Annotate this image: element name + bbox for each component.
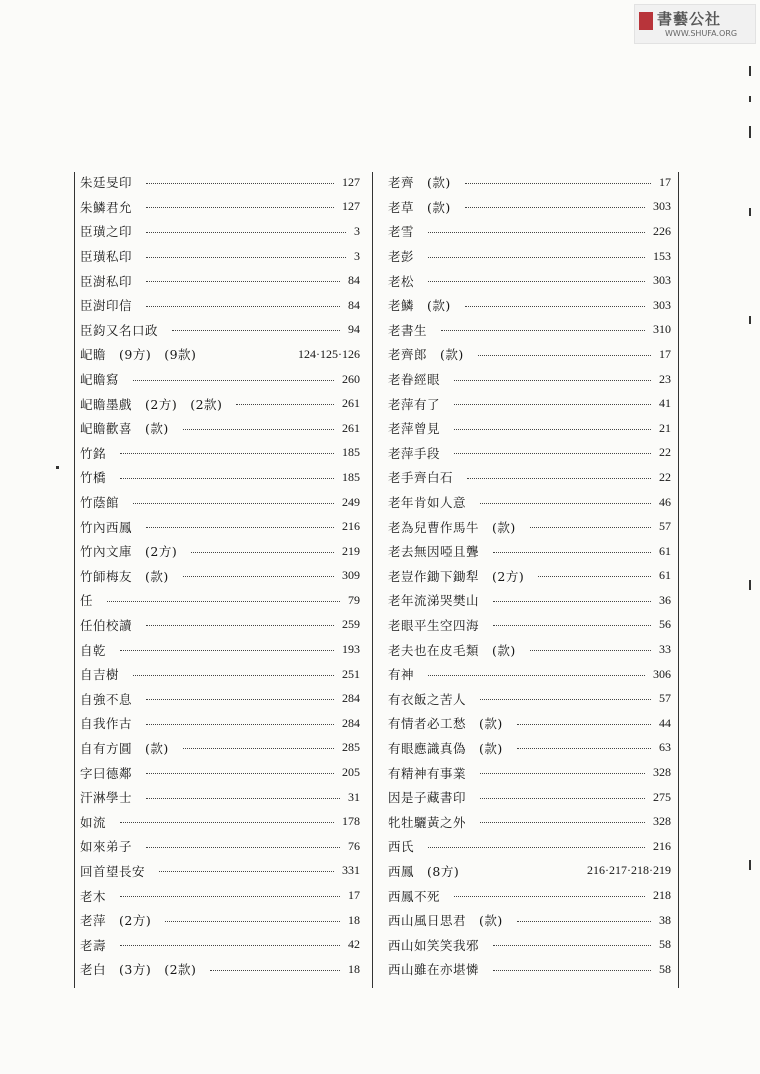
entry-page-number: 38: [659, 912, 671, 927]
index-entry: [78, 170, 360, 195]
index-entry: [386, 342, 671, 367]
entry-name: 汗淋學士: [80, 790, 133, 806]
entry-page-number: 21: [659, 420, 671, 435]
index-entry: [386, 809, 671, 834]
index-entry: [78, 465, 360, 490]
seal-icon: [639, 12, 653, 30]
entry-page-number: 216: [342, 519, 360, 534]
entry-page-number: 226: [653, 223, 671, 238]
scan-mark: [749, 66, 751, 76]
entry-page-number: 249: [342, 494, 360, 509]
entry-page-number: 261: [342, 396, 360, 411]
dot-leader: [493, 945, 651, 946]
entry-name: 老眼平生空四海: [388, 617, 480, 633]
entry-name: 臣澍印信: [80, 298, 133, 314]
dot-leader: [172, 330, 340, 331]
entry-name: 老萍有了: [388, 396, 441, 412]
dot-leader: [120, 822, 334, 823]
index-entry: [386, 932, 671, 957]
dot-leader: [454, 404, 651, 405]
entry-name: 有衣飯之苦人: [388, 691, 467, 707]
index-entry: [386, 318, 671, 343]
index-entry: [78, 268, 360, 293]
entry-page-number: 58: [659, 937, 671, 952]
entry-name: 竹橋: [80, 470, 107, 486]
index-entry: [386, 637, 671, 662]
entry-page-number: 303: [653, 297, 671, 312]
index-entry: [78, 785, 360, 810]
dot-leader: [517, 921, 651, 922]
entry-name: 任: [80, 593, 94, 609]
index-entry: [78, 342, 360, 367]
dot-leader: [146, 724, 334, 725]
dot-leader: [183, 576, 334, 577]
entry-name: 西山風日思君 (款): [388, 913, 503, 929]
entry-page-number: 260: [342, 371, 360, 386]
scan-mark: [749, 96, 751, 102]
index-entry: [78, 416, 360, 441]
dot-leader: [480, 699, 651, 700]
index-entry: [78, 883, 360, 908]
entry-page-number: 193: [342, 642, 360, 657]
index-entry: [78, 441, 360, 466]
entry-page-number: 22: [659, 445, 671, 460]
dot-leader: [146, 257, 346, 258]
dot-leader: [120, 478, 334, 479]
entry-name: 自吉樹: [80, 667, 120, 683]
index-entry: [78, 834, 360, 859]
entry-page-number: 303: [653, 199, 671, 214]
entry-page-number: 259: [342, 617, 360, 632]
entry-name: 竹蔭館: [80, 495, 120, 511]
entry-name: 有眼應識真偽 (款): [388, 740, 503, 756]
index-entry: [386, 736, 671, 761]
dot-leader: [146, 847, 340, 848]
entry-name: 西山如笑笑我邪: [388, 937, 480, 953]
dot-leader: [428, 281, 645, 282]
entry-page-number: 309: [342, 568, 360, 583]
entry-name: 西山雖在亦堪憐: [388, 962, 480, 978]
dot-leader: [480, 798, 645, 799]
entry-page-number: 285: [342, 740, 360, 755]
entry-name: 如流: [80, 814, 107, 830]
index-entry: [78, 564, 360, 589]
entry-name: 有精神有事業: [388, 765, 467, 781]
entry-name: 老白 (3方) (2款): [80, 962, 197, 978]
index-entry: [78, 760, 360, 785]
dot-leader: [493, 970, 651, 971]
entry-name: 臣璜私印: [80, 249, 133, 265]
index-entry: [78, 539, 360, 564]
index-entry: [386, 539, 671, 564]
dot-leader: [133, 503, 334, 504]
index-entry: [386, 170, 671, 195]
entry-page-number: 56: [659, 617, 671, 632]
index-entry: [78, 244, 360, 269]
entry-page-number: 23: [659, 371, 671, 386]
scan-mark: [749, 316, 751, 324]
index-entry: [386, 490, 671, 515]
scan-mark: [749, 860, 751, 870]
index-entry: [78, 219, 360, 244]
index-entry: [386, 613, 671, 638]
entry-name: 自乾: [80, 642, 107, 658]
index-entry: [386, 859, 671, 884]
entry-page-number: 42: [348, 937, 360, 952]
entry-name: 老彭: [388, 249, 415, 265]
index-entry: [78, 637, 360, 662]
entry-page-number: 18: [348, 961, 360, 976]
entry-name: 老豈作鋤下鋤犁 (2方): [388, 568, 525, 584]
entry-page-number: 306: [653, 666, 671, 681]
entry-page-number: 41: [659, 396, 671, 411]
index-entry: [386, 760, 671, 785]
index-entry: [78, 908, 360, 933]
entry-page-number: 18: [348, 912, 360, 927]
entry-name: 老書生: [388, 322, 428, 338]
index-entry: [386, 834, 671, 859]
dot-leader: [517, 748, 651, 749]
index-entry: [386, 711, 671, 736]
dot-leader: [210, 970, 340, 971]
entry-page-number: 328: [653, 765, 671, 780]
entry-name: 老鱗 (款): [388, 298, 451, 314]
entry-name: 竹師梅友 (款): [80, 568, 169, 584]
dot-leader: [538, 576, 651, 577]
dot-leader: [493, 552, 651, 553]
index-entry: [78, 391, 360, 416]
scan-mark: [749, 208, 751, 216]
index-entry: [78, 318, 360, 343]
index-entry: [386, 686, 671, 711]
dot-leader: [530, 650, 651, 651]
entry-page-number: 275: [653, 789, 671, 804]
dot-leader: [146, 232, 346, 233]
watermark-url: WWW.SHUFA.ORG: [665, 29, 738, 38]
dot-leader: [165, 921, 340, 922]
entry-name: 回首望長安: [80, 863, 146, 879]
entry-page-number: 57: [659, 691, 671, 706]
center-divider-rule: [372, 172, 373, 988]
entry-page-number: 284: [342, 715, 360, 730]
entry-page-number: 63: [659, 740, 671, 755]
index-entry: [386, 219, 671, 244]
dot-leader: [465, 207, 645, 208]
entry-name: 屺瞻歡喜 (款): [80, 421, 169, 437]
entry-page-number: 303: [653, 273, 671, 288]
entry-name: 老齊郎 (款): [388, 347, 464, 363]
entry-name: 自有方圓 (款): [80, 740, 169, 756]
index-entry: [78, 490, 360, 515]
dot-leader: [428, 232, 645, 233]
entry-page-number: 17: [659, 346, 671, 361]
dot-leader: [480, 503, 651, 504]
index-entry: [386, 195, 671, 220]
entry-page-number: 31: [348, 789, 360, 804]
scan-mark: [749, 126, 751, 138]
entry-name: 老夫也在皮毛類 (款): [388, 642, 516, 658]
index-entry: [386, 662, 671, 687]
index-entry: [386, 268, 671, 293]
dot-leader: [478, 355, 651, 356]
entry-name: 老眷經眼: [388, 372, 441, 388]
entry-name: 有神: [388, 667, 415, 683]
dot-leader: [183, 748, 334, 749]
dot-leader: [428, 847, 645, 848]
dot-leader: [133, 380, 334, 381]
index-entry: [386, 588, 671, 613]
entry-page-number: 261: [342, 420, 360, 435]
dot-leader: [428, 675, 645, 676]
dot-leader: [107, 601, 340, 602]
dot-leader: [146, 306, 340, 307]
index-entry: [386, 883, 671, 908]
index-entry: [78, 859, 360, 884]
dot-leader: [493, 601, 651, 602]
entry-page-number: 57: [659, 519, 671, 534]
dot-leader: [159, 871, 334, 872]
entry-name: 老萍 (2方): [80, 913, 152, 929]
index-entry: [78, 293, 360, 318]
entry-page-number: 328: [653, 814, 671, 829]
index-entry: [386, 367, 671, 392]
entry-name: 朱廷旻印: [80, 175, 133, 191]
entry-name: 老松: [388, 273, 415, 289]
dot-leader: [454, 896, 645, 897]
entry-name: 竹內文庫 (2方): [80, 544, 178, 560]
entry-name: 老去無因啞且聾: [388, 544, 480, 560]
entry-name: 如來弟子: [80, 839, 133, 855]
entry-page-number: 185: [342, 445, 360, 460]
entry-name: 老草 (款): [388, 199, 451, 215]
entry-name: 西氏: [388, 839, 415, 855]
entry-page-number: 94: [348, 322, 360, 337]
dot-leader: [454, 453, 651, 454]
entry-name: 朱鱗君允: [80, 199, 133, 215]
index-entry: [386, 908, 671, 933]
index-entry: [386, 957, 671, 982]
entry-page-number: 84: [348, 273, 360, 288]
entry-name: 竹內西鳳: [80, 519, 133, 535]
dot-leader: [120, 945, 340, 946]
entry-page-number: 185: [342, 469, 360, 484]
entry-page-number: 3: [354, 248, 360, 263]
dot-leader: [441, 330, 645, 331]
entry-name: 臣璜之印: [80, 224, 133, 240]
entry-page-number: 216·217·218·219: [587, 863, 671, 878]
watermark-logo: [634, 4, 756, 44]
entry-page-number: 127: [342, 199, 360, 214]
entry-page-number: 61: [659, 568, 671, 583]
dot-leader: [146, 207, 334, 208]
dot-leader: [480, 822, 645, 823]
dot-leader: [120, 650, 334, 651]
scan-mark: [56, 466, 59, 469]
entry-name: 老木: [80, 888, 107, 904]
dot-leader: [428, 257, 645, 258]
dot-leader: [467, 478, 651, 479]
entry-page-number: 33: [659, 642, 671, 657]
entry-name: 屺瞻 (9方) (9款): [80, 347, 197, 363]
index-entry: [386, 465, 671, 490]
left-margin-rule: [74, 172, 75, 988]
index-entry: [78, 957, 360, 982]
index-entry: [78, 662, 360, 687]
index-entry: [78, 588, 360, 613]
entry-name: 有情者必工愁 (款): [388, 716, 503, 732]
entry-page-number: 310: [653, 322, 671, 337]
dot-leader: [183, 429, 334, 430]
entry-page-number: 17: [348, 888, 360, 903]
index-entry: [78, 932, 360, 957]
entry-page-number: 178: [342, 814, 360, 829]
index-entry: [386, 785, 671, 810]
dot-leader: [493, 625, 651, 626]
index-entry: [78, 711, 360, 736]
dot-leader: [146, 625, 334, 626]
entry-page-number: 79: [348, 592, 360, 607]
dot-leader: [517, 724, 651, 725]
index-entry: [78, 367, 360, 392]
dot-leader: [120, 453, 334, 454]
entry-name: 西鳳不死: [388, 888, 441, 904]
dot-leader: [146, 281, 340, 282]
entry-name: 自強不息: [80, 691, 133, 707]
dot-leader: [146, 773, 334, 774]
entry-name: 老手齊白石: [388, 470, 454, 486]
index-entry: [386, 441, 671, 466]
dot-leader: [120, 896, 340, 897]
entry-name: 字曰德鄰: [80, 765, 133, 781]
entry-name: 老萍手段: [388, 445, 441, 461]
entry-name: 西鳳 (8方): [388, 863, 460, 879]
entry-name: 老齊 (款): [388, 175, 451, 191]
index-entry: [78, 195, 360, 220]
entry-name: 竹銘: [80, 445, 107, 461]
entry-page-number: 127: [342, 174, 360, 189]
entry-page-number: 205: [342, 765, 360, 780]
entry-page-number: 216: [653, 838, 671, 853]
right-margin-rule: [678, 172, 679, 988]
index-entry: [386, 391, 671, 416]
entry-page-number: 44: [659, 715, 671, 730]
entry-page-number: 219: [342, 543, 360, 558]
entry-page-number: 17: [659, 174, 671, 189]
index-entry: [78, 686, 360, 711]
watermark-site-name: 書藝公社: [657, 10, 722, 28]
dot-leader: [133, 675, 334, 676]
entry-page-number: 153: [653, 248, 671, 263]
index-column-right: [386, 170, 671, 982]
index-entry: [78, 809, 360, 834]
entry-name: 老壽: [80, 937, 107, 953]
entry-name: 任伯校讀: [80, 617, 133, 633]
dot-leader: [454, 429, 651, 430]
index-entry: [78, 613, 360, 638]
entry-name: 老年流涕哭樊山: [388, 593, 480, 609]
index-column-left: [78, 170, 360, 982]
entry-page-number: 76: [348, 838, 360, 853]
entry-page-number: 3: [354, 223, 360, 238]
entry-name: 老年肯如人意: [388, 495, 467, 511]
index-entry: [386, 564, 671, 589]
dot-leader: [530, 527, 651, 528]
dot-leader: [236, 404, 334, 405]
entry-name: 老雪: [388, 224, 415, 240]
dot-leader: [191, 552, 334, 553]
entry-name: 老萍曾見: [388, 421, 441, 437]
dot-leader: [465, 183, 651, 184]
entry-name: 牝牡驪黃之外: [388, 814, 467, 830]
entry-page-number: 36: [659, 592, 671, 607]
entry-page-number: 251: [342, 666, 360, 681]
entry-page-number: 46: [659, 494, 671, 509]
entry-page-number: 124·125·126: [298, 346, 360, 361]
entry-name: 老為兒曹作馬牛 (款): [388, 519, 516, 535]
entry-name: 屺瞻寫: [80, 372, 120, 388]
index-entry: [386, 416, 671, 441]
index-entry: [386, 514, 671, 539]
index-entry: [386, 244, 671, 269]
entry-page-number: 218: [653, 888, 671, 903]
dot-leader: [465, 306, 645, 307]
entry-page-number: 284: [342, 691, 360, 706]
dot-leader: [454, 380, 651, 381]
scan-mark: [749, 580, 751, 590]
dot-leader: [146, 527, 334, 528]
index-entry: [386, 293, 671, 318]
entry-name: 臣鈞又名口政: [80, 322, 159, 338]
dot-leader: [146, 699, 334, 700]
entry-name: 屺瞻墨戲 (2方) (2款): [80, 396, 223, 412]
entry-name: 因是子藏書印: [388, 790, 467, 806]
dot-leader: [146, 798, 340, 799]
index-entry: [78, 514, 360, 539]
entry-page-number: 58: [659, 961, 671, 976]
entry-page-number: 22: [659, 469, 671, 484]
entry-page-number: 61: [659, 543, 671, 558]
index-entry: [78, 736, 360, 761]
entry-page-number: 84: [348, 297, 360, 312]
entry-name: 自我作古: [80, 716, 133, 732]
dot-leader: [480, 773, 645, 774]
entry-page-number: 331: [342, 863, 360, 878]
entry-name: 臣澍私印: [80, 273, 133, 289]
dot-leader: [146, 183, 334, 184]
